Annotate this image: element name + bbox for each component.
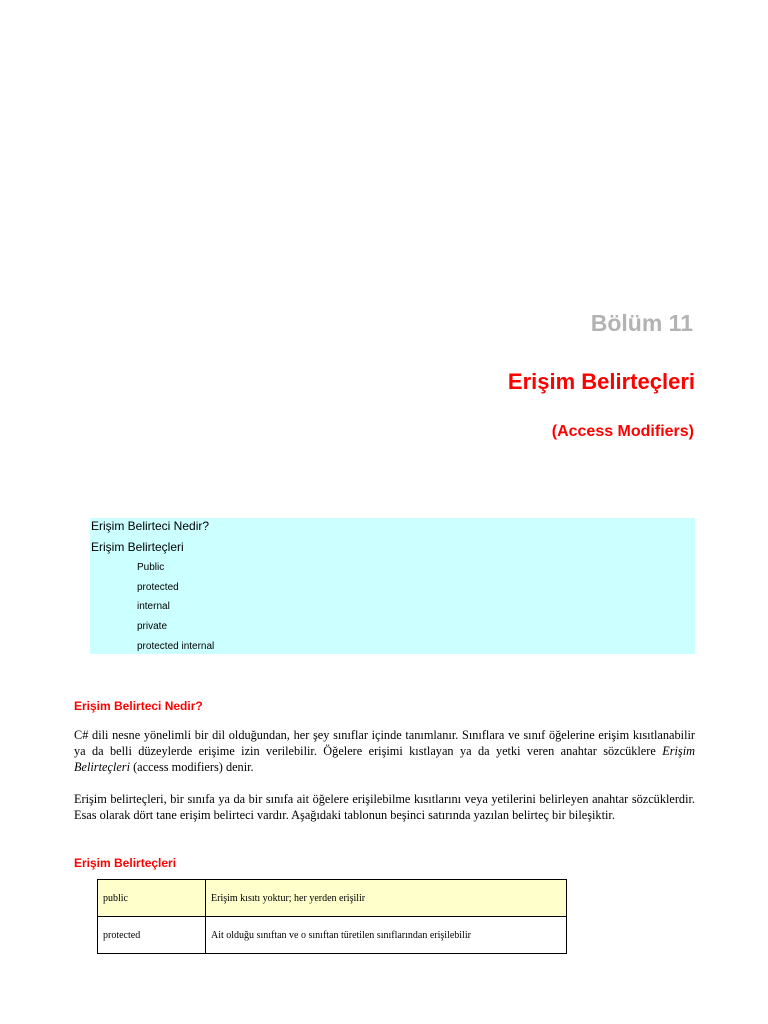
paragraph [74,727,695,775]
toc-subitem[interactable]: internal [137,601,170,612]
table-of-contents [90,518,695,654]
paragraph-text: Erişim belirteçleri, bir sınıfa ya da bir sınıfa ait öğelere erişilebilme kısıtlarını veya yetilerini belirleyen anahtar sözcüklerdir. Esas olarak dört tane erişim belirteci vardır. Aşağıdaki tablonun beşinci satırında yazılan belirteç bir bileşiktir. [74,792,695,822]
modifier-cell: public [98,880,206,917]
chapter-number: Bölüm 11 [590,310,693,336]
term-emphasis: Erişim Belirteçleri [74,744,695,774]
modifiers-table [97,879,567,954]
paragraph-text: (access modifiers) denir. [130,760,254,774]
toc-subitem[interactable]: Public [137,562,165,573]
section-heading: Erişim Belirteçleri [74,856,177,870]
modifier-cell: protected [98,917,206,954]
table-row [98,917,567,954]
description-cell: Ait olduğu sınıftan ve o sınıftan türetilen sınıflarından erişilebilir [206,917,567,954]
paragraph-text: C# dili nesne yönelimli bir dil olduğundan, her şey sınıflar içinde tanımlanır. Sınıflara ve sınıf öğelerine erişim kısıtlanabilir ya da belli düzeylerde erişime izin verilebilir. Öğelere erişimi kıstlayan ya da yetki veren anahtar sözcüklere [74,728,695,758]
table-row [98,880,567,917]
section-heading: Erişim Belirteci Nedir? [74,699,203,713]
description-cell: Erişim kısıtı yoktur; her yerden erişilir [206,880,567,917]
chapter-title: Erişim Belirteçleri [507,369,695,394]
toc-item[interactable]: Erişim Belirteci Nedir? [91,519,210,533]
paragraph [74,791,695,823]
toc-subitem[interactable]: protected internal [137,641,215,652]
toc-subitem[interactable]: protected [137,582,179,593]
toc-subitem[interactable]: private [137,621,168,632]
chapter-subtitle: (Access Modifiers) [551,423,694,440]
toc-item[interactable]: Erişim Belirteçleri [91,540,184,554]
